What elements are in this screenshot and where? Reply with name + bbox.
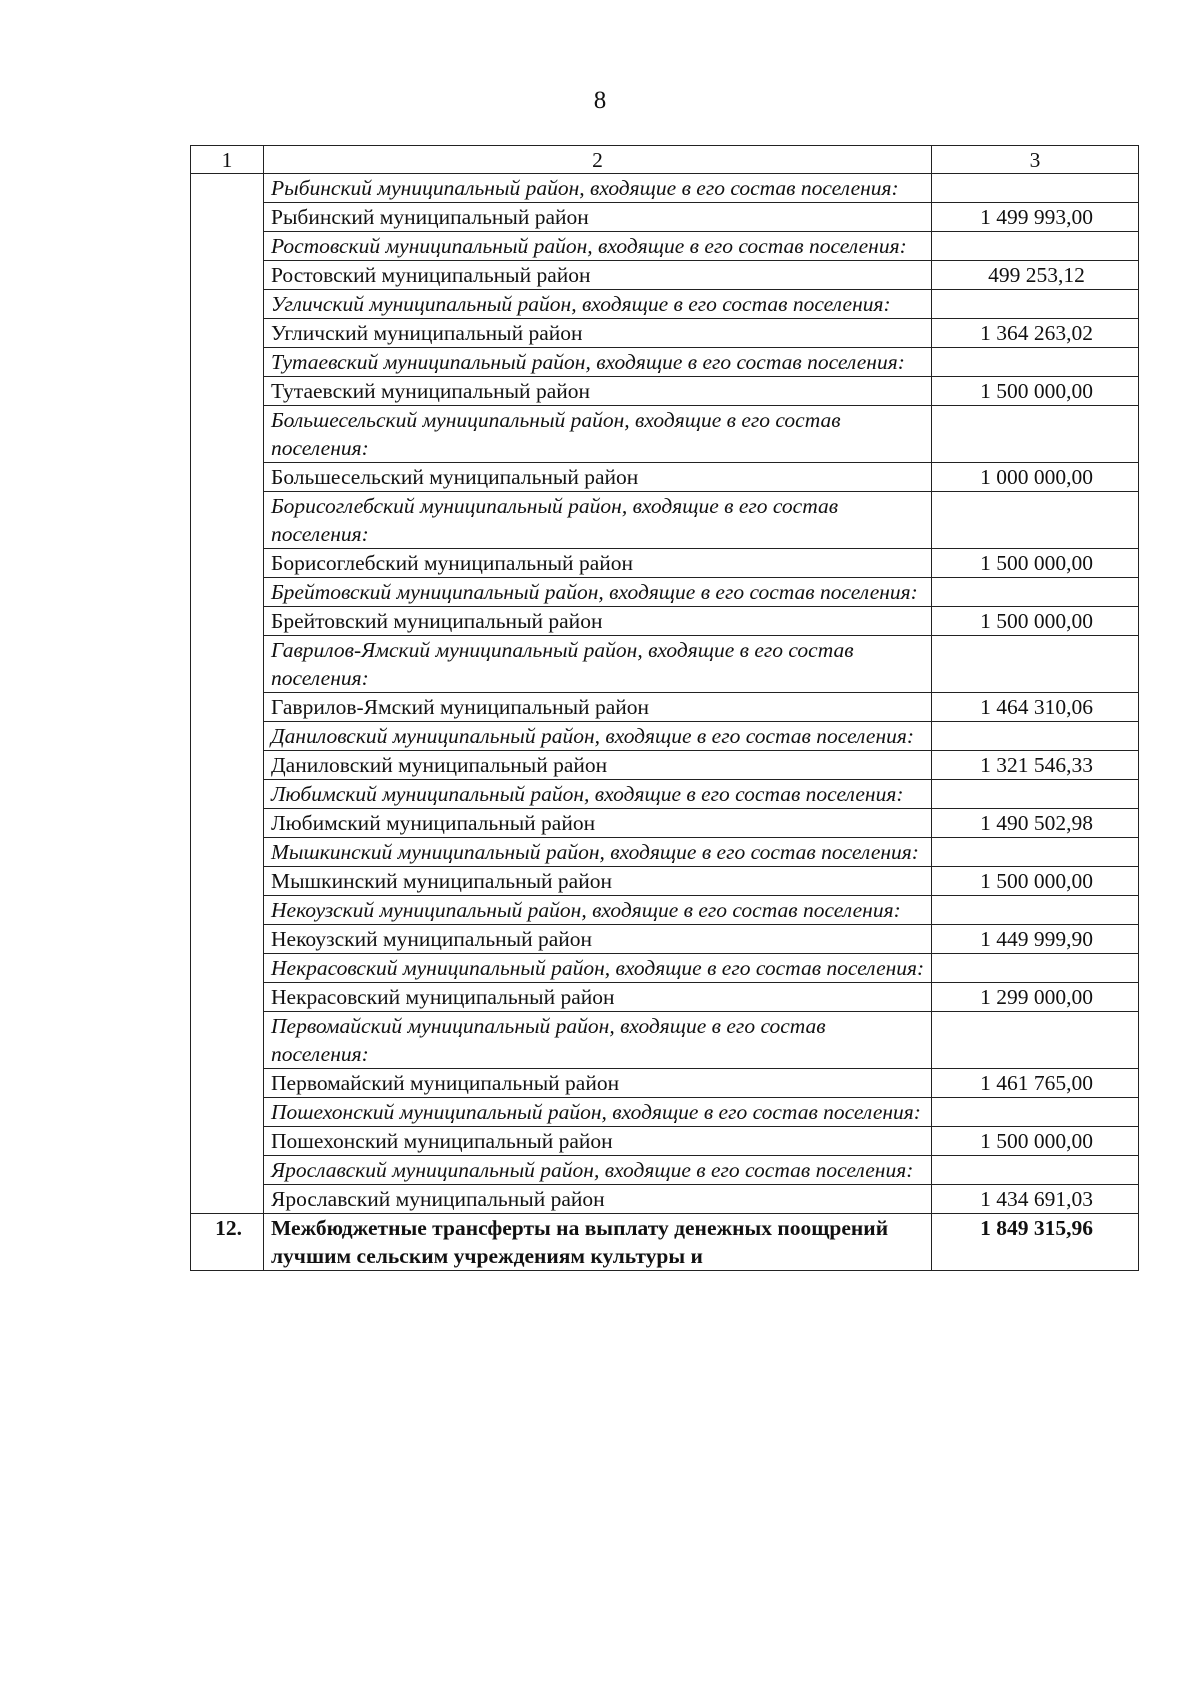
- amount-cell-empty: [932, 1156, 1139, 1185]
- table-row-district: [191, 377, 1139, 406]
- amount-cell-empty: [932, 232, 1139, 261]
- table-row-district: [191, 925, 1139, 954]
- group-heading-cell: Даниловский муниципальный район, входящие в его состав поселения:: [264, 722, 932, 751]
- amount-cell-empty: [932, 896, 1139, 925]
- amount-cell-empty: [932, 174, 1139, 203]
- district-amount-cell: 1 434 691,03: [932, 1185, 1139, 1214]
- district-name-cell: Мышкинский муниципальный район: [264, 867, 932, 896]
- table-row-district: [191, 751, 1139, 780]
- table-row-group-header: [191, 578, 1139, 607]
- district-amount-cell: 1 500 000,00: [932, 867, 1139, 896]
- header-col-1: 1: [191, 146, 264, 174]
- table-row-district: [191, 1069, 1139, 1098]
- page-number: 8: [593, 87, 607, 114]
- amount-cell-empty: [932, 492, 1139, 549]
- district-name-cell: Некоузский муниципальный район: [264, 925, 932, 954]
- group-heading-cell: Пошехонский муниципальный район, входящие в его состав поселения:: [264, 1098, 932, 1127]
- amount-cell-empty: [932, 954, 1139, 983]
- district-name-cell: Пошехонский муниципальный район: [264, 1127, 932, 1156]
- table-row-district: [191, 261, 1139, 290]
- amount-cell-empty: [932, 1012, 1139, 1069]
- table-row-group-header: [191, 954, 1139, 983]
- group-heading-cell: Некоузский муниципальный район, входящие в его состав поселения:: [264, 896, 932, 925]
- district-name-cell: Даниловский муниципальный район: [264, 751, 932, 780]
- group-heading-cell: Борисоглебский муниципальный район, входящие в его состав поселения:: [264, 492, 932, 549]
- amount-cell-empty: [932, 780, 1139, 809]
- item-12-amount: 1 849 315,96: [932, 1214, 1139, 1271]
- district-amount-cell: 499 253,12: [932, 261, 1139, 290]
- group-heading-cell: Угличский муниципальный район, входящие в его состав поселения:: [264, 290, 932, 319]
- group-heading-cell: Рыбинский муниципальный район, входящие в его состав поселения:: [264, 174, 932, 203]
- amount-cell-empty: [932, 406, 1139, 463]
- district-name-cell: Любимский муниципальный район: [264, 809, 932, 838]
- table-row-district: [191, 319, 1139, 348]
- group-heading-cell: Мышкинский муниципальный район, входящие в его состав поселения:: [264, 838, 932, 867]
- table-row-group-header: [191, 406, 1139, 463]
- district-amount-cell: 1 364 263,02: [932, 319, 1139, 348]
- district-name-cell: Угличский муниципальный район: [264, 319, 932, 348]
- table-row-district: [191, 203, 1139, 232]
- amount-cell-empty: [932, 838, 1139, 867]
- table-row-group-header: [191, 348, 1139, 377]
- table-row-group-header: [191, 896, 1139, 925]
- amount-cell-empty: [932, 348, 1139, 377]
- district-name-cell: Большесельский муниципальный район: [264, 463, 932, 492]
- table-row-group-header: [191, 492, 1139, 549]
- table-row-district: [191, 983, 1139, 1012]
- district-amount-cell: 1 464 310,06: [932, 693, 1139, 722]
- district-amount-cell: 1 321 546,33: [932, 751, 1139, 780]
- group-heading-cell: Большесельский муниципальный район, входящие в его состав поселения:: [264, 406, 932, 463]
- table-row-group-header: [191, 290, 1139, 319]
- district-name-cell: Ростовский муниципальный район: [264, 261, 932, 290]
- group-heading-cell: Первомайский муниципальный район, входящие в его состав поселения:: [264, 1012, 932, 1069]
- table-row-group-header: [191, 838, 1139, 867]
- district-amount-cell: 1 490 502,98: [932, 809, 1139, 838]
- district-amount-cell: 1 449 999,90: [932, 925, 1139, 954]
- allocation-table: [190, 145, 1139, 1271]
- amount-cell-empty: [932, 636, 1139, 693]
- district-amount-cell: 1 299 000,00: [932, 983, 1139, 1012]
- group-heading-cell: Гаврилов-Ямский муниципальный район, входящие в его состав поселения:: [264, 636, 932, 693]
- group-heading-cell: Ярославский муниципальный район, входящие в его состав поселения:: [264, 1156, 932, 1185]
- table-row-district: [191, 809, 1139, 838]
- district-amount-cell: 1 461 765,00: [932, 1069, 1139, 1098]
- item-12-text: Межбюджетные трансферты на выплату денежных поощрений лучшим сельским учреждениям культуры и: [264, 1214, 932, 1271]
- table-row-district: [191, 463, 1139, 492]
- group-heading-cell: Ростовский муниципальный район, входящие в его состав поселения:: [264, 232, 932, 261]
- group-heading-cell: Любимский муниципальный район, входящие в его состав поселения:: [264, 780, 932, 809]
- table-header-row: [191, 146, 1139, 174]
- table-row-district: [191, 1185, 1139, 1214]
- header-col-2: 2: [264, 146, 932, 174]
- district-amount-cell: 1 499 993,00: [932, 203, 1139, 232]
- amount-cell-empty: [932, 722, 1139, 751]
- table-row-item-12: [191, 1214, 1139, 1271]
- table-row-group-header: [191, 780, 1139, 809]
- district-amount-cell: 1 500 000,00: [932, 607, 1139, 636]
- amount-cell-empty: [932, 1098, 1139, 1127]
- row-number-cell: [191, 174, 264, 1214]
- group-heading-cell: Некрасовский муниципальный район, входящие в его состав поселения:: [264, 954, 932, 983]
- table-row-district: [191, 1127, 1139, 1156]
- district-amount-cell: 1 500 000,00: [932, 549, 1139, 578]
- table-row-district: [191, 867, 1139, 896]
- table-row-group-header: [191, 174, 1139, 203]
- amount-cell-empty: [932, 578, 1139, 607]
- district-name-cell: Тутаевский муниципальный район: [264, 377, 932, 406]
- group-heading-cell: Тутаевский муниципальный район, входящие в его состав поселения:: [264, 348, 932, 377]
- table-row-district: [191, 607, 1139, 636]
- district-amount-cell: 1 000 000,00: [932, 463, 1139, 492]
- amount-cell-empty: [932, 290, 1139, 319]
- item-12-number: 12.: [191, 1214, 264, 1271]
- table-row-district: [191, 549, 1139, 578]
- district-name-cell: Ярославский муниципальный район: [264, 1185, 932, 1214]
- table-row-group-header: [191, 232, 1139, 261]
- district-name-cell: Гаврилов-Ямский муниципальный район: [264, 693, 932, 722]
- table-row-district: [191, 693, 1139, 722]
- table-row-group-header: [191, 636, 1139, 693]
- district-amount-cell: 1 500 000,00: [932, 377, 1139, 406]
- district-name-cell: Первомайский муниципальный район: [264, 1069, 932, 1098]
- district-amount-cell: 1 500 000,00: [932, 1127, 1139, 1156]
- district-name-cell: Рыбинский муниципальный район: [264, 203, 932, 232]
- district-name-cell: Некрасовский муниципальный район: [264, 983, 932, 1012]
- group-heading-cell: Брейтовский муниципальный район, входящие в его состав поселения:: [264, 578, 932, 607]
- table-row-group-header: [191, 1012, 1139, 1069]
- table-row-group-header: [191, 722, 1139, 751]
- header-col-3: 3: [932, 146, 1139, 174]
- district-name-cell: Брейтовский муниципальный район: [264, 607, 932, 636]
- district-name-cell: Борисоглебский муниципальный район: [264, 549, 932, 578]
- table-row-group-header: [191, 1098, 1139, 1127]
- table-row-group-header: [191, 1156, 1139, 1185]
